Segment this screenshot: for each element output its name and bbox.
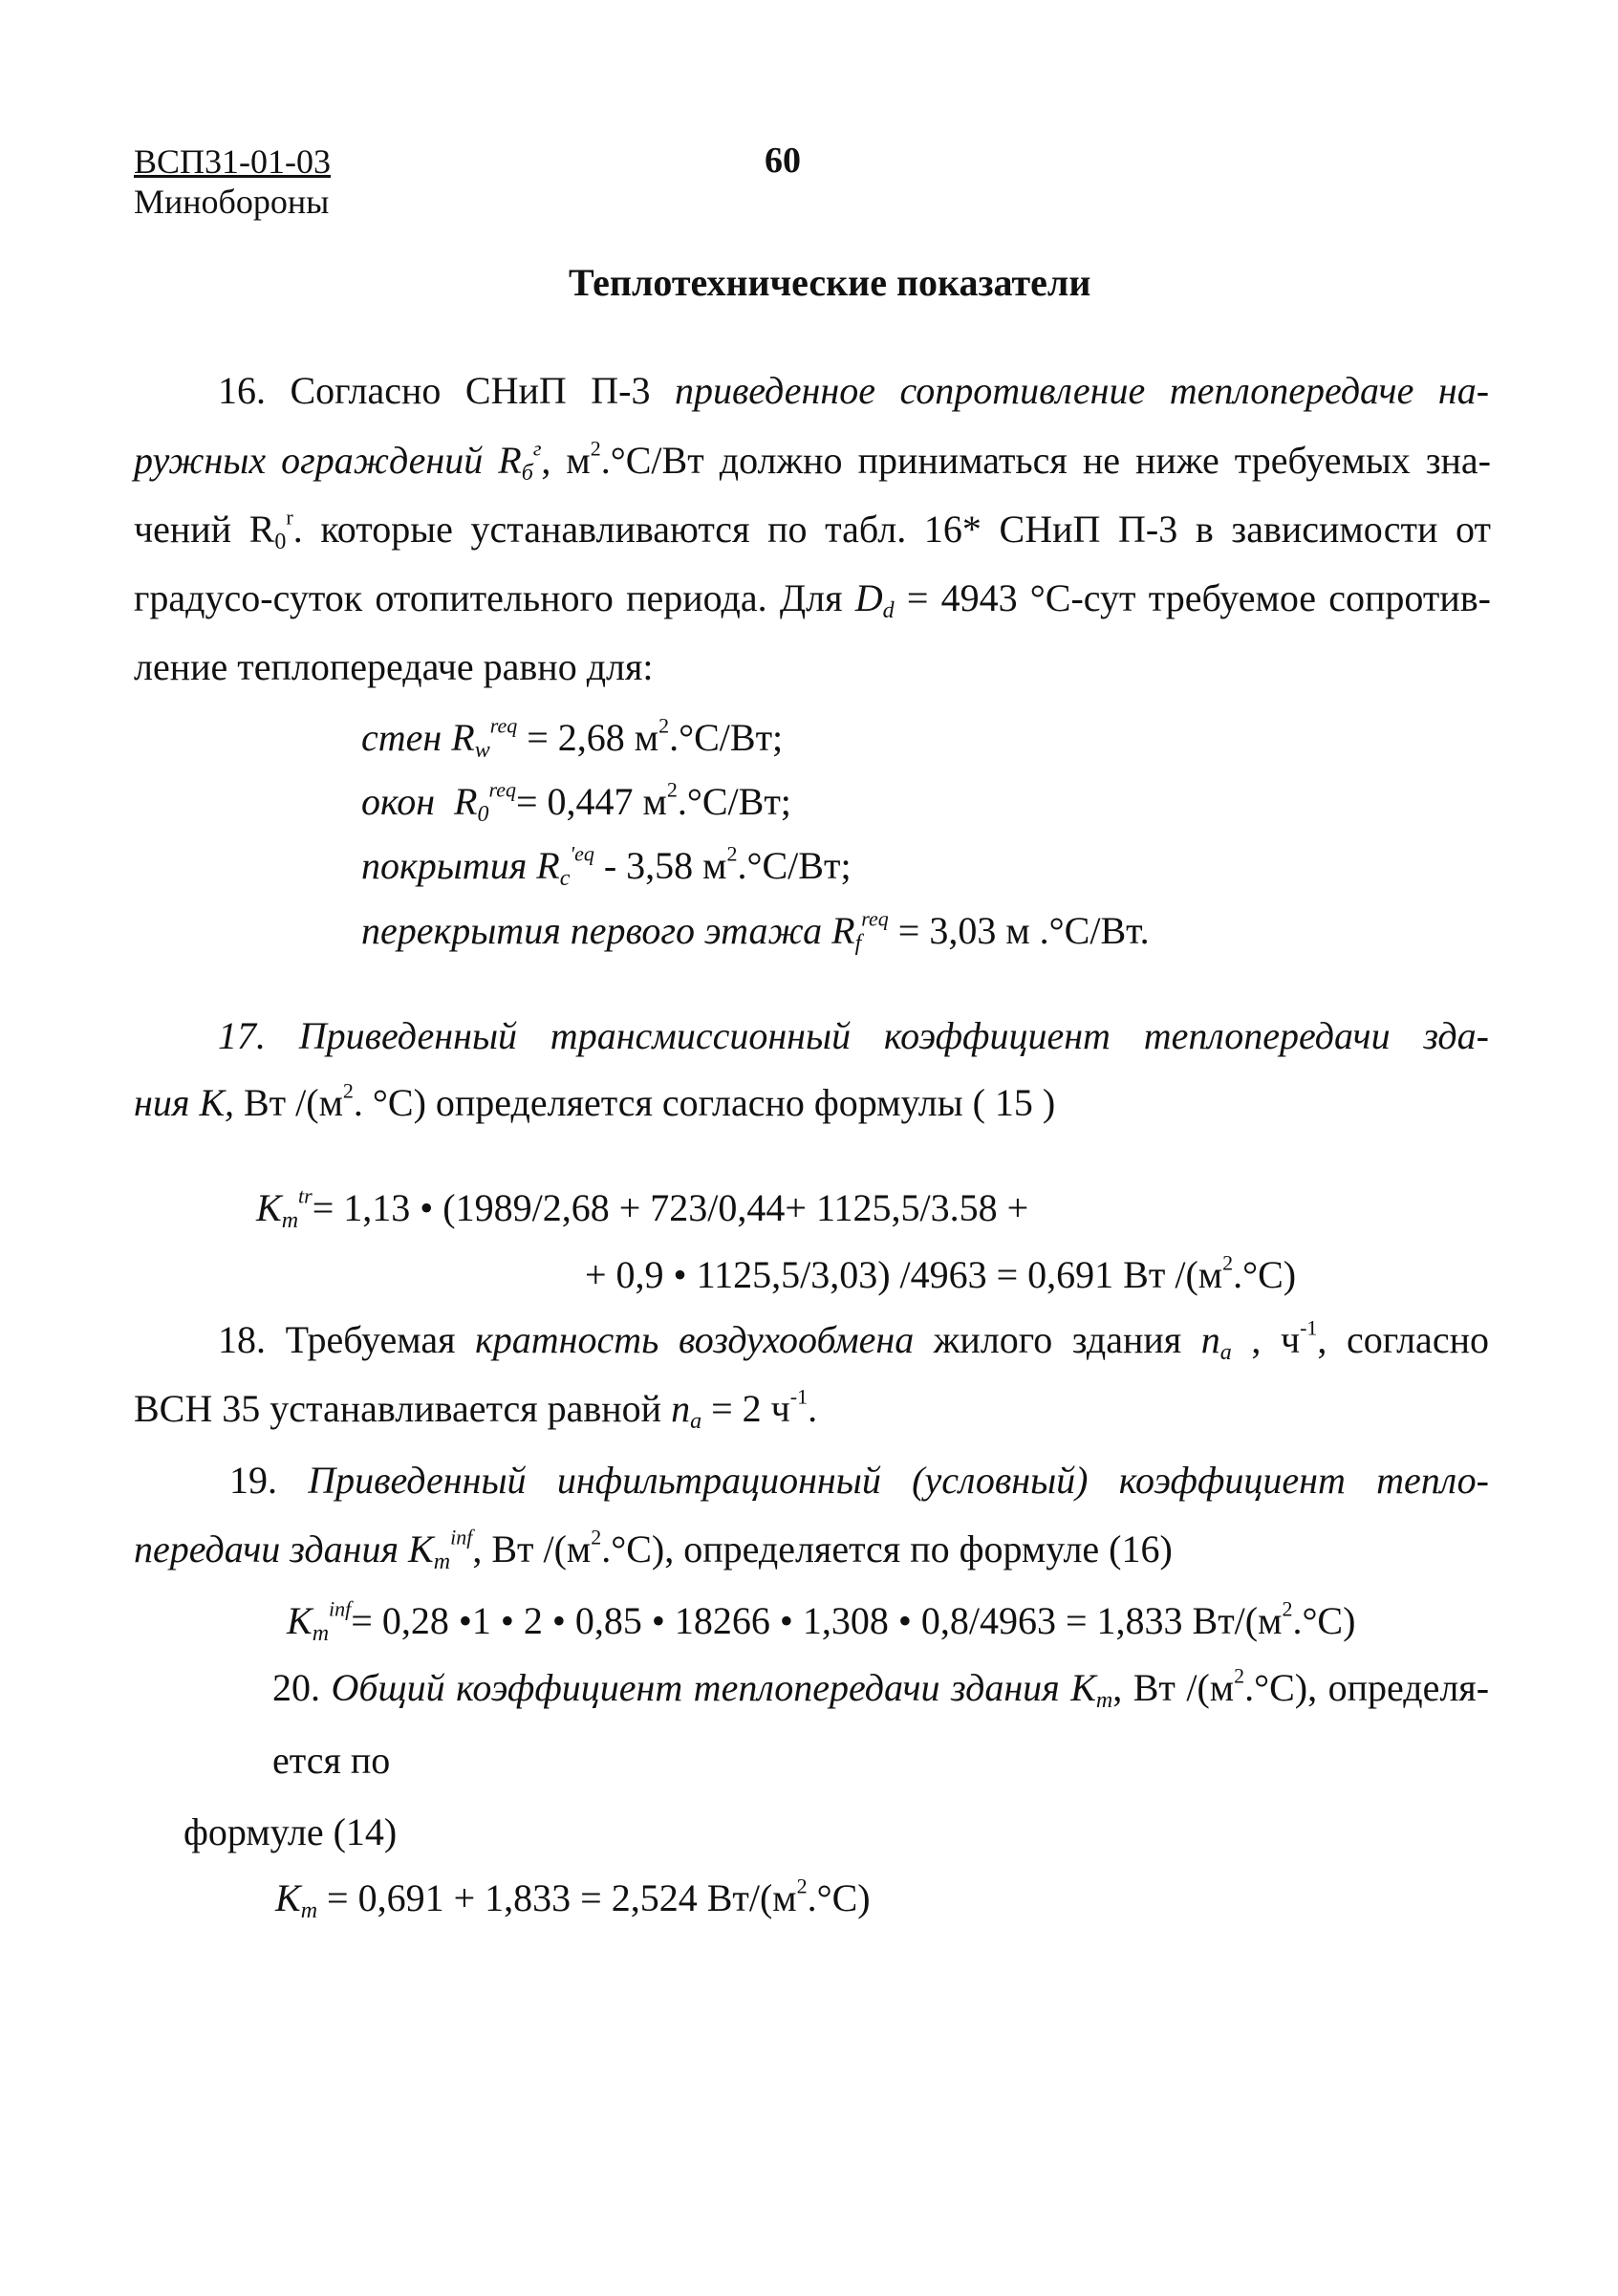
sq: 2 [590,436,601,461]
req-label: окон [361,780,436,823]
req-value: = 3,03 м .°С/Вт. [888,909,1150,952]
p16-line3-b: . которые устанавливаются по табл. 16* СНиП П-3 в зависимости от [292,508,1491,551]
req-sup: req [488,777,516,802]
p17-line2 [134,1080,1055,1126]
p20-line1 [272,1663,1490,1714]
p16-line1 [218,368,1489,414]
sq: 2 [591,1525,602,1549]
p16-line2-sub: б [521,461,533,487]
sq: 2 [1234,1663,1245,1688]
p16-line2-sup: г [532,436,542,461]
p16-line2-c: .°С/Вт должно приниматься не ниже требуемых зна- [600,439,1491,482]
p18-line1-i: кратность воздухообмена [475,1318,915,1361]
p18-line1 [218,1315,1489,1366]
f14-sub: m [300,1898,318,1924]
p18-line1-a: 18. Требуемая [218,1318,476,1361]
p16-line4-sub: d [882,598,895,624]
req-sym: R [831,909,855,952]
p18-line1-c: , ч [1231,1318,1301,1361]
p20-line1-sub: m [1095,1688,1113,1714]
p16-line3-sup: r [286,505,293,530]
sq: 2 [1282,1596,1293,1621]
formula15-line1 [256,1183,1029,1234]
f15-line1: = 1,13 • (1989/2,68 + 723/0,44+ 1125,5/3.58 + [312,1186,1029,1229]
f15-sub: m [281,1208,299,1234]
f16-sup: inf [329,1596,352,1621]
p16-line4-var: D [854,576,883,619]
section-title: Теплотехнические показатели [569,261,1091,304]
req-sym: R [451,716,475,759]
p16-line4 [134,575,1491,624]
req-unit: .°С/Вт; [677,780,791,823]
sq: 2 [342,1078,354,1103]
sq: 2 [666,777,678,802]
req-value: - 3,58 м [593,844,727,887]
req-sup: req [489,713,518,738]
req-roof [361,841,852,892]
p19-line1-i: Приведенный инфильтрационный (условный) коэффициент тепло- [308,1459,1489,1502]
req-sub: c [559,866,571,892]
formula15-line2 [585,1252,1296,1298]
p16-line4-b: = 4943 °С-сут требуемое сопротив- [894,576,1491,619]
p18-line2-var: n [671,1387,691,1430]
p19-line2-i: передачи здания K [134,1527,434,1570]
p20-line1-i: Общий коэффициент теплопередачи здания K [331,1666,1096,1709]
p18-line1-sub: a [1219,1340,1232,1366]
f15-line2-a: + 0,9 • 1125,5/3,03) /4963 = 0,691 Вт /(м [585,1253,1223,1296]
sq: 2 [726,841,738,866]
p19-line2-c: .°С), определяется по формуле (16) [601,1527,1173,1570]
p20-line1-c: .°С), определя- [1244,1666,1490,1709]
p18-line2-sup: -1 [789,1384,809,1409]
req-value: = 0,447 м [515,780,667,823]
req-walls [361,713,784,764]
p16-line3-sub: 0 [274,530,287,555]
f14-tail: .°С) [807,1876,871,1919]
p18-line1-var: n [1200,1318,1220,1361]
p16-line5: ление теплопередаче равно для: [134,645,654,688]
f15-line2-b: .°С) [1233,1253,1297,1296]
p16-line2 [134,436,1491,487]
formula14 [275,1874,871,1924]
p18-line1-sup: -1 [1300,1315,1318,1340]
p19-line1-a: 19. [229,1459,309,1502]
p18-line2-a: ВСН 35 устанавливается равной [134,1387,672,1430]
p18-line2-b: = 2 ч [701,1387,790,1430]
sq: 2 [796,1874,808,1898]
p16-line2-a: ружных ограждений R [134,439,522,482]
p20-line1-a: 20. [272,1666,332,1709]
p17-line2-var: К, [199,1081,234,1124]
p20-line2: ется по [272,1739,391,1782]
p16-line3 [134,505,1491,555]
req-label: перекрытия первого этажа [361,909,823,952]
p19-line2-sup: inf [450,1525,473,1549]
p20-line3: формуле (14) [183,1810,398,1853]
p17-line2-b: Вт /(м [234,1081,343,1124]
p16-line2-b: , м [541,439,591,482]
f16-tail: .°С) [1292,1599,1356,1642]
doc-org: Минобороны [134,183,330,221]
f16-sym: K [287,1599,313,1642]
p16-line1-b: приведенное сопротивление теплопередаче на- [674,369,1490,412]
req-sub: w [474,738,490,764]
sq: 2 [1222,1250,1234,1275]
p18-line1-b: жилого здания [914,1318,1201,1361]
p18-line2-sub: a [690,1409,702,1435]
f15-sup: tr [298,1183,313,1208]
f15-sym: K [256,1186,282,1229]
p17-line2-a: ния [134,1081,200,1124]
f14-sym: K [275,1876,301,1919]
req-sub: 0 [477,802,489,828]
p19-line2-sub: m [433,1549,451,1575]
p17-line2-c: . °С) определяется согласно формулы ( 15 ) [353,1081,1056,1124]
p16-line3-a: чений R [134,508,275,551]
doc-code: ВСП31-01-03 [134,142,331,181]
req-windows [361,777,791,828]
p20-line1-b: , Вт /(м [1112,1666,1235,1709]
req-sub: f [854,931,862,957]
req-label: стен [361,716,442,759]
p16-line4-a: градусо-суток отопительного периода. Для [134,576,855,619]
f14-line: = 0,691 + 1,833 = 2,524 Вт/(м [317,1876,797,1919]
formula16 [287,1596,1356,1647]
p17-line1: 17. Приведенный трансмиссионный коэффициент теплопередачи зда- [218,1014,1489,1057]
page-number: 60 [765,141,801,181]
req-unit: .°С/Вт; [669,716,784,759]
p18-line1-d: , согласно [1317,1318,1489,1361]
p19-line2 [134,1525,1173,1575]
req-floor [361,906,1150,957]
f16-sub: m [312,1621,330,1647]
req-unit: .°С/Вт; [737,844,852,887]
req-value: = 2,68 м [517,716,659,759]
sq: 2 [658,713,670,738]
req-sup: req [861,906,889,931]
p18-line2 [134,1384,818,1435]
req-label: покрытия [361,844,528,887]
req-sym: R [454,780,478,823]
p18-line2-c: . [808,1387,818,1430]
p19-line2-b: , Вт /(м [472,1527,592,1570]
req-sup: 'eq [570,841,594,866]
p19-line1 [229,1458,1489,1504]
f16-line: = 0,28 •1 • 2 • 0,85 • 18266 • 1,308 • 0,8/4963 = 1,833 Вт/(м [351,1599,1283,1642]
p16-line1-a: 16. Согласно СНиП П-3 [218,369,675,412]
req-sym: R [536,844,560,887]
